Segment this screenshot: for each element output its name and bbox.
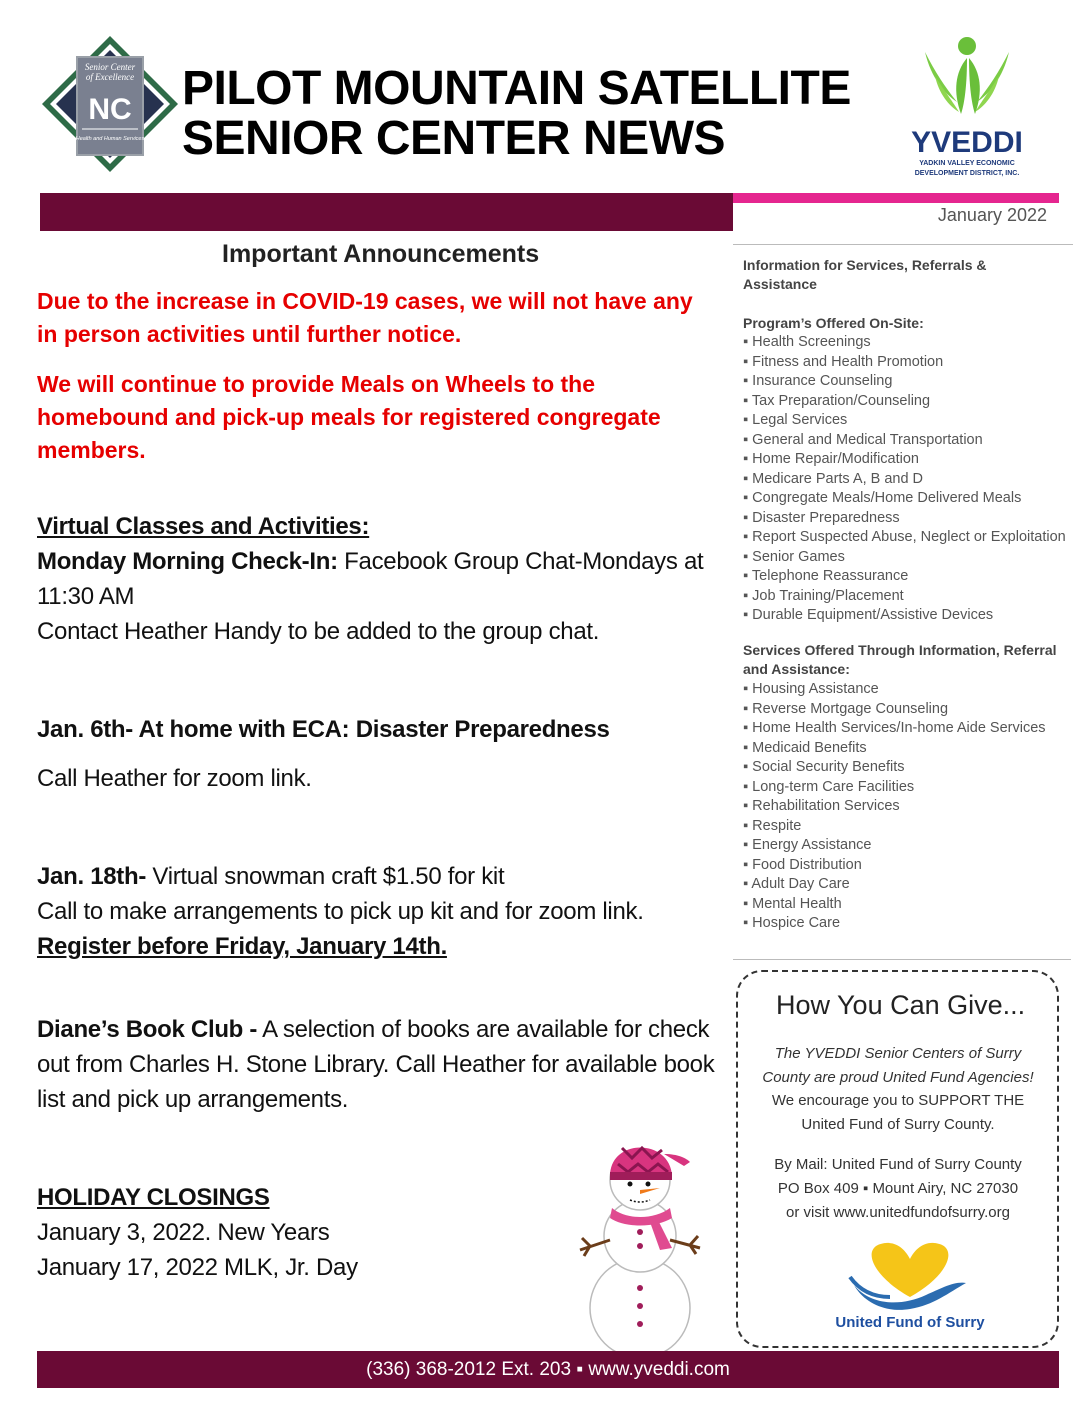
badge-line4: Health and Human Services [75, 136, 145, 142]
united-fund-logo [830, 1235, 990, 1335]
badge-line1: Senior Center [84, 62, 136, 72]
jan18-line2: Call to make arrangements to pick up kit and for zoom link. [37, 898, 644, 925]
date-pink-strip [733, 193, 1059, 203]
jan18-text: Virtual snowman craft $1.50 for kit [146, 863, 505, 890]
give-line-3: We encourage you to SUPPORT THE [771, 1092, 1025, 1109]
list-item: ▪ Tax Preparation/Counseling [743, 392, 931, 409]
list-item: ▪ Home Repair/Modification [743, 451, 919, 467]
covid-announcement: Due to the increase in COVID-19 cases, we will not have any in person activities until further notice. [37, 288, 693, 347]
give-mail-line-2: PO Box 409 ▪ Mount Airy, NC 27030 [777, 1180, 1019, 1197]
newsletter-title [182, 64, 851, 164]
programs-list [743, 333, 1073, 626]
give-title: How You Can Give... [776, 990, 1026, 1020]
sidebar-services-heading: Services Offered Through Information, Referral and Assistance: [743, 642, 1057, 677]
list-item: ▪ Telephone Reassurance [743, 568, 909, 584]
list-item: ▪ Housing Assistance [743, 681, 879, 697]
book-club-label: Diane’s Book Club - [37, 1016, 258, 1043]
jan6-title: Jan. 6th- At home with ECA: Disaster Preparedness [37, 716, 610, 743]
list-item: ▪ Job Training/Placement [743, 587, 904, 604]
list-item: ▪ Reverse Mortgage Counseling [743, 700, 949, 717]
give-line-1: The YVEDDI Senior Centers of Surry [774, 1045, 1022, 1062]
yveddi-tagline-1: YADKIN VALLEY ECONOMIC [919, 160, 1015, 167]
united-fund-logo-text: United Fund of Surry [835, 1314, 985, 1331]
holiday-heading: HOLIDAY CLOSINGS [37, 1184, 270, 1211]
jan18-section [37, 859, 727, 964]
give-line-4: United Fund of Surry County. [801, 1116, 995, 1133]
list-item: ▪ Social Security Benefits [743, 759, 905, 775]
list-item: ▪ Home Health Services/In-home Aide Services [743, 720, 1046, 736]
header-maroon-band [40, 193, 733, 231]
list-item: ▪ Energy Assistance [743, 837, 872, 853]
sidebar-programs-heading: Program’s Offered On-Site: [743, 315, 924, 331]
sidebar-info-heading: Information for Services, Referrals & Assistance [743, 257, 987, 292]
checkin-label: Monday Morning Check-In: [37, 548, 338, 575]
holiday-item: January 3, 2022. New Years [37, 1219, 330, 1246]
give-mail-line-1: By Mail: United Fund of Surry County [774, 1156, 1022, 1173]
virtual-classes-section [37, 509, 727, 649]
list-item: ▪ Medicare Parts A, B and D [743, 470, 924, 487]
list-item: ▪ Medicaid Benefits [743, 739, 867, 756]
list-item: ▪ Adult Day Care [743, 876, 850, 892]
list-item: ▪ General and Medical Transportation [743, 431, 983, 448]
list-item: ▪ Food Distribution [743, 856, 862, 873]
jan18-line [37, 859, 727, 894]
date-banner [733, 193, 1059, 231]
list-item: ▪ Health Screenings [743, 334, 871, 350]
jan6-text: Call Heather for zoom link. [37, 765, 312, 792]
yveddi-logo [895, 32, 1043, 182]
virtual-classes-heading: Virtual Classes and Activities: [37, 513, 370, 540]
yveddi-tagline-2: DEVELOPMENT DISTRICT, INC. [914, 170, 1020, 177]
holiday-item: January 17, 2022 MLK, Jr. Day [37, 1254, 358, 1281]
announcements-heading: Important Announcements [222, 240, 540, 268]
newsletter-date: January 2022 [733, 203, 1059, 231]
list-item: ▪ Rehabilitation Services [743, 798, 900, 814]
book-club [37, 1012, 722, 1117]
badge-line2: of Excellence [85, 72, 135, 82]
jan18-register: Register before Friday, January 14th. [37, 933, 447, 960]
list-item: ▪ Durable Equipment/Assistive Devices [743, 607, 994, 623]
list-item: ▪ Respite [743, 817, 802, 834]
book-club-text: A selection of books are available for check out from Charles H. Stone Library. Call Heather for available book list and pick up arrangements. [37, 1016, 715, 1113]
give-line-2: County are proud United Fund Agencies! [762, 1069, 1034, 1086]
yveddi-name: YVEDDI [911, 126, 1023, 159]
list-item: ▪ Report Suspected Abuse, Neglect or Exploitation [743, 529, 1066, 545]
list-item: ▪ Fitness and Health Promotion [743, 353, 944, 370]
list-item: ▪ Congregate Meals/Home Delivered Meals [743, 490, 1022, 506]
meals-announcement: We will continue to provide Meals on Wheels to the homebound and pick-up meals for registered congregate members. [37, 371, 661, 463]
checkin-text: Facebook Group Chat-Mondays at 11:30 AM [37, 548, 704, 610]
list-item: ▪ Disaster Preparedness [743, 509, 900, 526]
snowman-illustration [560, 1128, 720, 1360]
list-item: ▪ Legal Services [743, 412, 848, 428]
checkin-contact: Contact Heather Handy to be added to the group chat. [37, 618, 600, 645]
list-item: ▪ Long-term Care Facilities [743, 778, 915, 795]
title-line-1: PILOT MOUNTAIN SATELLITE [182, 62, 851, 115]
sidebar-bottom-rule [733, 959, 1071, 960]
checkin-line [37, 544, 727, 614]
title-line-2: SENIOR CENTER NEWS [182, 112, 726, 165]
footer-contact: (336) 368-2012 Ext. 203 ▪ www.yveddi.com [37, 1351, 1059, 1388]
senior-center-excellence-badge [40, 34, 180, 174]
give-mail-line-3[interactable]: or visit www.unitedfundofsurry.org [786, 1204, 1010, 1221]
list-item: ▪ Hospice Care [743, 915, 841, 931]
jan18-label: Jan. 18th- [37, 863, 147, 890]
badge-state: NC [88, 93, 132, 126]
list-item: ▪ Insurance Counseling [743, 373, 893, 389]
services-list [743, 680, 1073, 934]
list-item: ▪ Mental Health [743, 895, 842, 912]
list-item: ▪ Senior Games [743, 548, 845, 565]
